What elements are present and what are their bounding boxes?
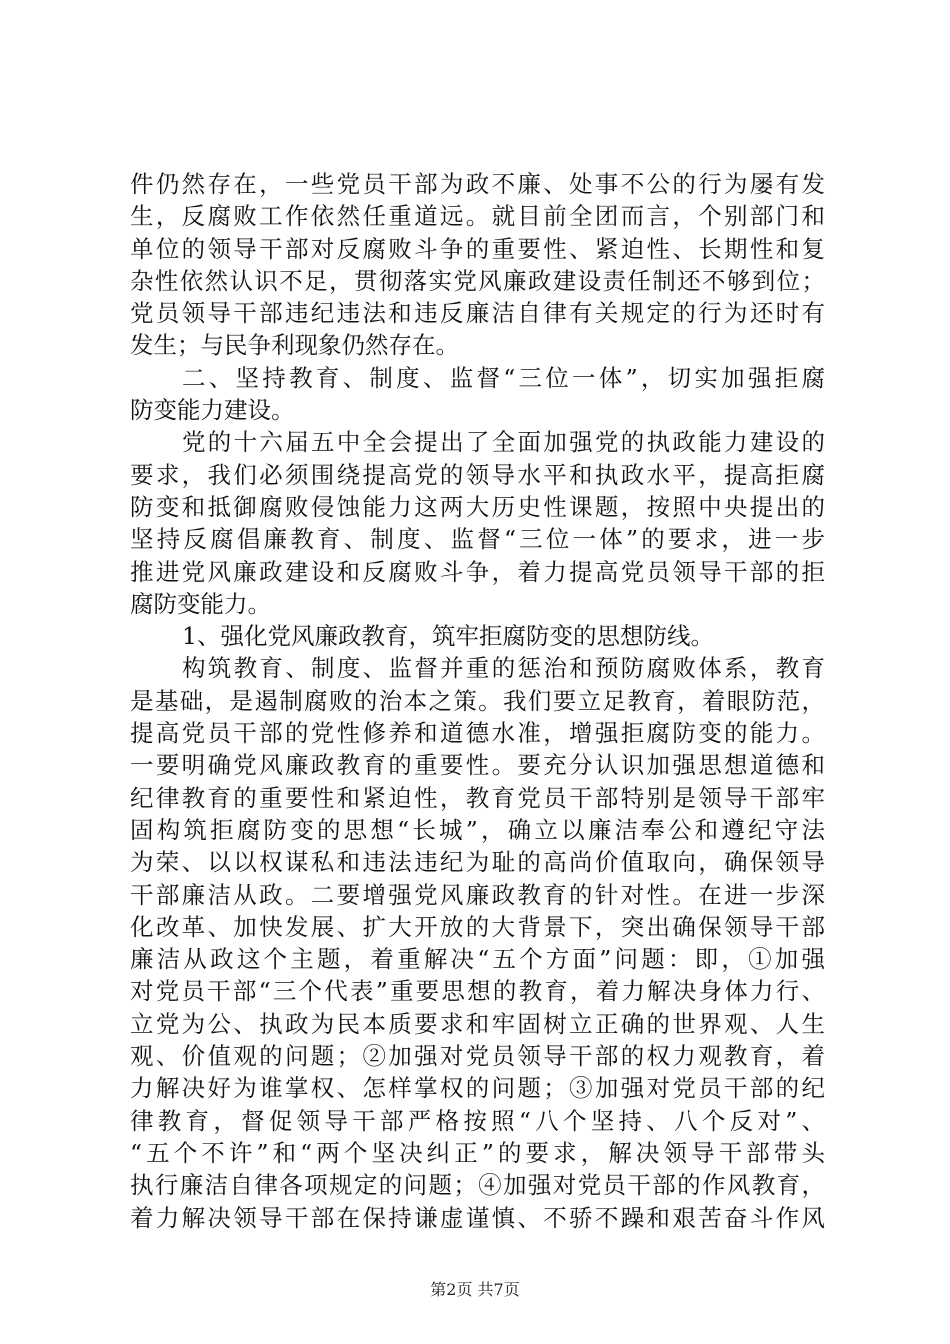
text-line: 廉洁从政这个主题，着重解决“五个方面”问题：即，①加强 <box>130 945 825 974</box>
text-line: 构筑教育、制度、监督并重的惩治和预防腐败体系，教育 <box>182 654 825 683</box>
page-number-footer: 第2页 共7页 <box>430 1280 520 1299</box>
text-line: 党员领导干部违纪违法和违反廉洁自律有关规定的行为还时有 <box>130 299 825 328</box>
text-line: 生，反腐败工作依然任重道远。就目前全团而言，个别部门和 <box>130 202 825 231</box>
text-line: 是基础，是遏制腐败的治本之策。我们要立足教育，着眼防范， <box>130 686 825 715</box>
text-line: 要求，我们必须围绕提高党的领导水平和执政水平，提高拒腐 <box>130 460 825 489</box>
text-line: 干部廉洁从政。二要增强党风廉政教育的针对性。在进一步深 <box>130 880 825 909</box>
text-line: 执行廉洁自律各项规定的问题；④加强对党员干部的作风教育， <box>130 1171 825 1200</box>
text-line: 律教育，督促领导干部严格按照“八个坚持、八个反对”、 <box>130 1106 825 1135</box>
text-line: 纪律教育的重要性和紧迫性，教育党员干部特别是领导干部牢 <box>130 783 825 812</box>
text-line: 单位的领导干部对反腐败斗争的重要性、紧迫性、长期性和复 <box>130 234 825 263</box>
section-heading-line: 二、坚持教育、制度、监督“三位一体”，切实加强拒腐 <box>182 363 825 392</box>
text-line: 提高党员干部的党性修养和道德水准，增强拒腐防变的能力。 <box>130 719 825 748</box>
text-line: 党的十六届五中全会提出了全面加强党的执政能力建设的 <box>182 428 825 457</box>
text-line: 腐防变能力。 <box>130 589 271 618</box>
text-line: 为荣、以以权谋私和违法违纪为耻的高尚价值取向，确保领导 <box>130 848 825 877</box>
text-line: 立党为公、执政为民本质要求和牢固树立正确的世界观、人生 <box>130 1009 825 1038</box>
text-line: 发生；与民争利现象仍然存在。 <box>130 331 459 360</box>
section-heading-line: 防变能力建设。 <box>130 396 295 425</box>
text-line: 观、价值观的问题；②加强对党员领导干部的权力观教育，着 <box>130 1042 825 1071</box>
text-line: 化改革、加快发展、扩大开放的大背景下，突出确保领导干部 <box>130 912 825 941</box>
text-line: 一要明确党风廉政教育的重要性。要充分认识加强思想道德和 <box>130 751 825 780</box>
text-line: 着力解决领导干部在保持谦虚谨慎、不骄不躁和艰苦奋斗作风 <box>130 1203 825 1232</box>
subheading-line: 1、强化党风廉政教育，筑牢拒腐防变的思想防线。 <box>182 622 714 651</box>
text-line: 对党员干部“三个代表”重要思想的教育，着力解决身体力行、 <box>130 977 825 1006</box>
text-line: 防变和抵御腐败侵蚀能力这两大历史性课题，按照中央提出的 <box>130 492 825 521</box>
text-line: 力解决好为谁掌权、怎样掌权的问题；③加强对党员干部的纪 <box>130 1074 825 1103</box>
text-line: 件仍然存在，一些党员干部为政不廉、处事不公的行为屡有发 <box>130 170 825 198</box>
text-line: 推进党风廉政建设和反腐败斗争，着力提高党员领导干部的拒 <box>130 557 825 586</box>
text-line: “五个不许”和“两个坚决纠正”的要求，解决领导干部带头 <box>130 1138 825 1167</box>
body-text <box>130 168 825 1234</box>
text-line: 坚持反腐倡廉教育、制度、监督“三位一体”的要求，进一步 <box>130 525 825 554</box>
text-line: 杂性依然认识不足，贯彻落实党风廉政建设责任制还不够到位； <box>130 266 825 295</box>
text-line: 固构筑拒腐防变的思想“长城”，确立以廉洁奉公和遵纪守法 <box>130 815 825 844</box>
